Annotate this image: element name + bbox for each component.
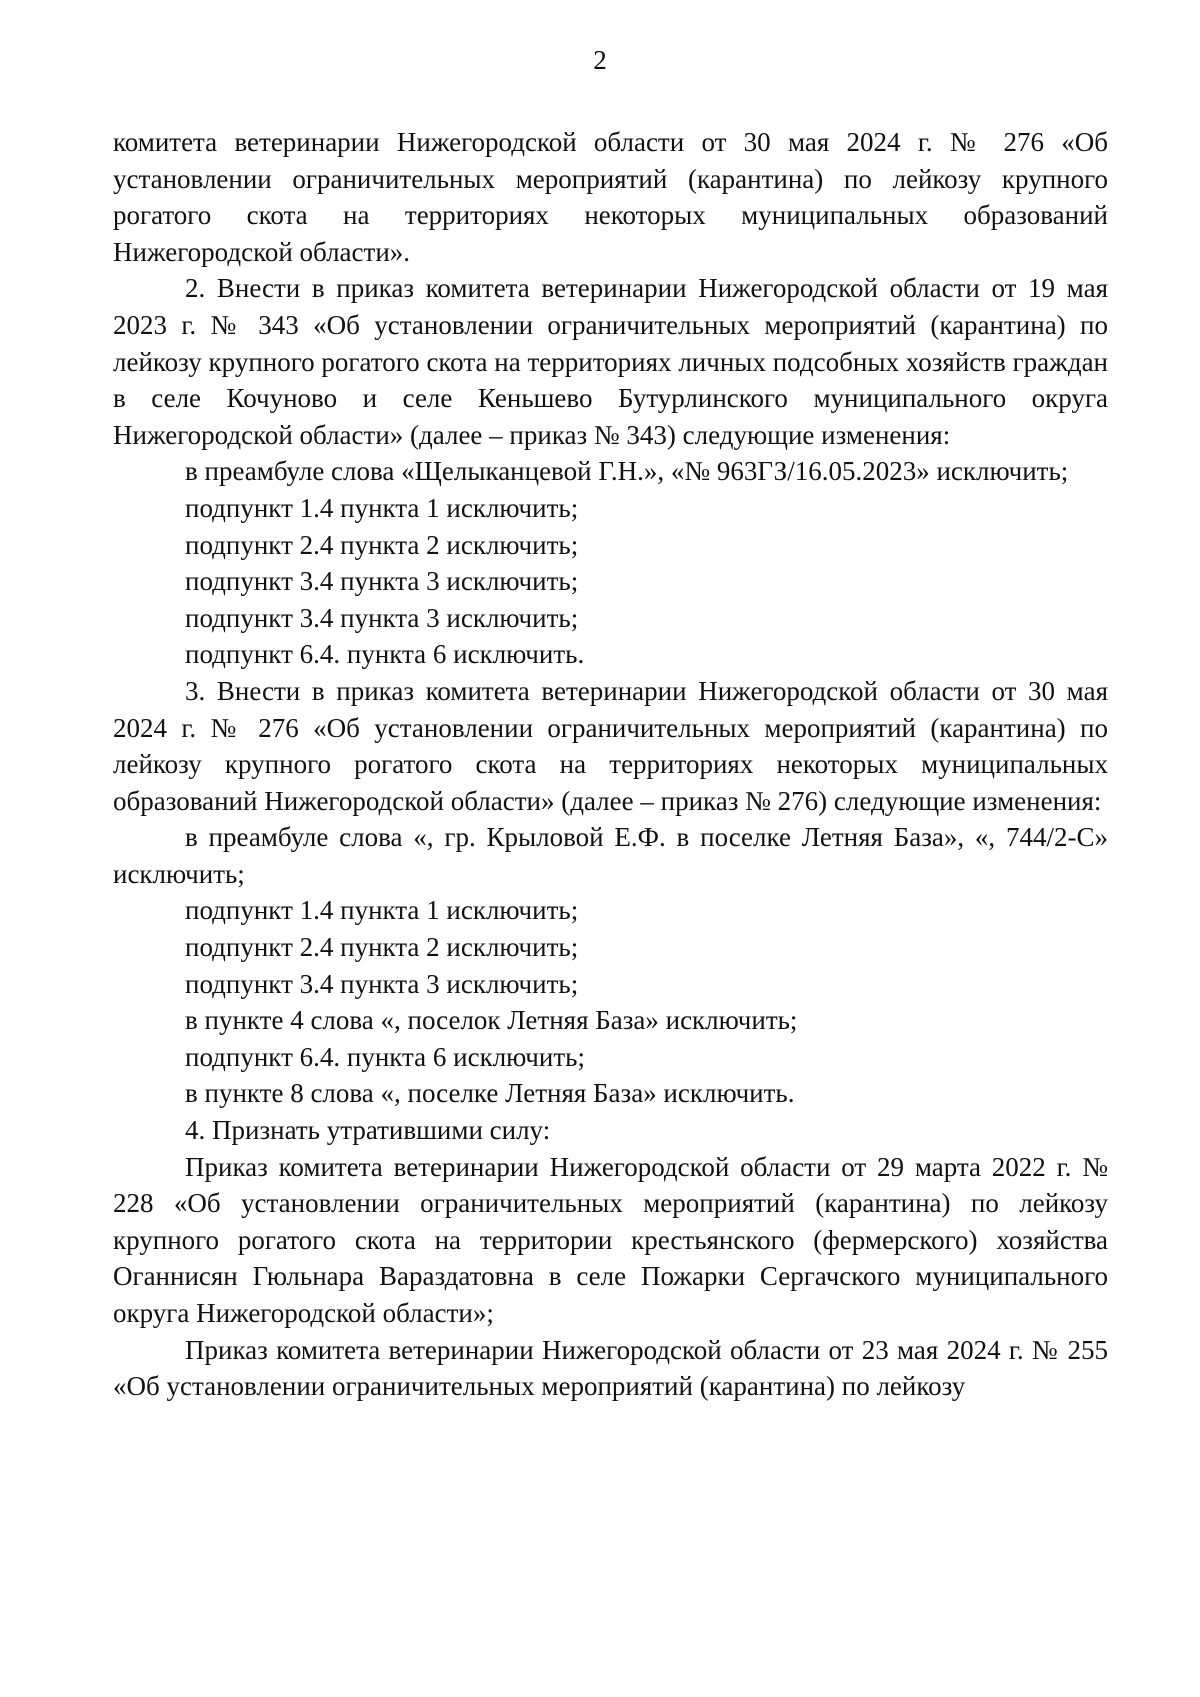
list-item: в пункте 8 слова «, поселке Летняя База» исключить. <box>185 1078 795 1109</box>
list-item: подпункт 3.4 пункта 3 исключить; <box>185 602 579 633</box>
paragraph-item-4: 4. Признать утратившими силу: <box>185 1115 551 1146</box>
paragraph-continuation: комитета ветеринарии Нижегородской области от 30 мая 2024 г. № 276 «Об установлении ограничительных мероприятий (карантина) по лейкозу крупного рогатого скота на территориях некоторых муниципальных образований Нижегородской области». <box>113 127 1108 267</box>
page-number: 2 <box>593 45 607 75</box>
list-item: подпункт 3.4 пункта 3 исключить; <box>185 566 579 597</box>
repealed-order-228: Приказ комитета ветеринарии Нижегородской области от 29 марта 2022 г. № 228 «Об установлении ограничительных мероприятий (карантина) по лейкозу крупного рогатого скота на территории крестьянского (фермерского) хозяйства Оганнисян Гюльнара Вараздатовна в селе Пожарки Сергачского муниципального округа Нижегородской области»; <box>113 1151 1108 1328</box>
preamble-change-276: в преамбуле слова «, гр. Крыловой Е.Ф. в поселке Летняя База», «, 744/2-С» исключить; <box>113 822 1108 889</box>
list-item: подпункт 1.4 пункта 1 исключить; <box>185 492 579 523</box>
list-item: подпункт 2.4 пункта 2 исключить; <box>185 932 579 963</box>
repealed-order-255: Приказ комитета ветеринарии Нижегородской области от 23 мая 2024 г. № 255 «Об установлении ограничительных мероприятий (карантина) по лейкозу <box>113 1334 1108 1402</box>
list-item: подпункт 1.4 пункта 1 исключить; <box>185 895 579 926</box>
list-item: подпункт 6.4. пункта 6 исключить. <box>185 639 585 670</box>
paragraph-item-2: 2. Внести в приказ комитета ветеринарии Нижегородской области от 19 мая 2023 г. № 343 «Об установлении ограничительных мероприятий (карантина) по лейкозу крупного рогатого скота на территориях личных подсобных хозяйств граждан в селе Кочуново и селе Кеньшево Бутурлинского муниципального округа Нижегородской области» (далее – приказ № 343) следующие изменения: <box>113 273 1108 450</box>
document-body <box>113 124 1108 1405</box>
list-item: подпункт 3.4 пункта 3 исключить; <box>185 968 579 999</box>
list-item: подпункт 2.4 пункта 2 исключить; <box>185 529 579 560</box>
paragraph-item-3: 3. Внести в приказ комитета ветеринарии Нижегородской области от 30 мая 2024 г. № 276 «Об установлении ограничительных мероприятий (карантина) по лейкозу крупного рогатого скота на территориях некоторых муниципальных образований Нижегородской области» (далее – приказ № 276) следующие изменения: <box>113 675 1108 816</box>
preamble-change-343: в преамбуле слова «Щелыканцевой Г.Н.», «№ 963ГЗ/16.05.2023» исключить; <box>185 456 1069 487</box>
list-item: подпункт 6.4. пункта 6 исключить; <box>185 1041 585 1072</box>
list-item: в пункте 4 слова «, поселок Летняя База» исключить; <box>185 1005 798 1036</box>
